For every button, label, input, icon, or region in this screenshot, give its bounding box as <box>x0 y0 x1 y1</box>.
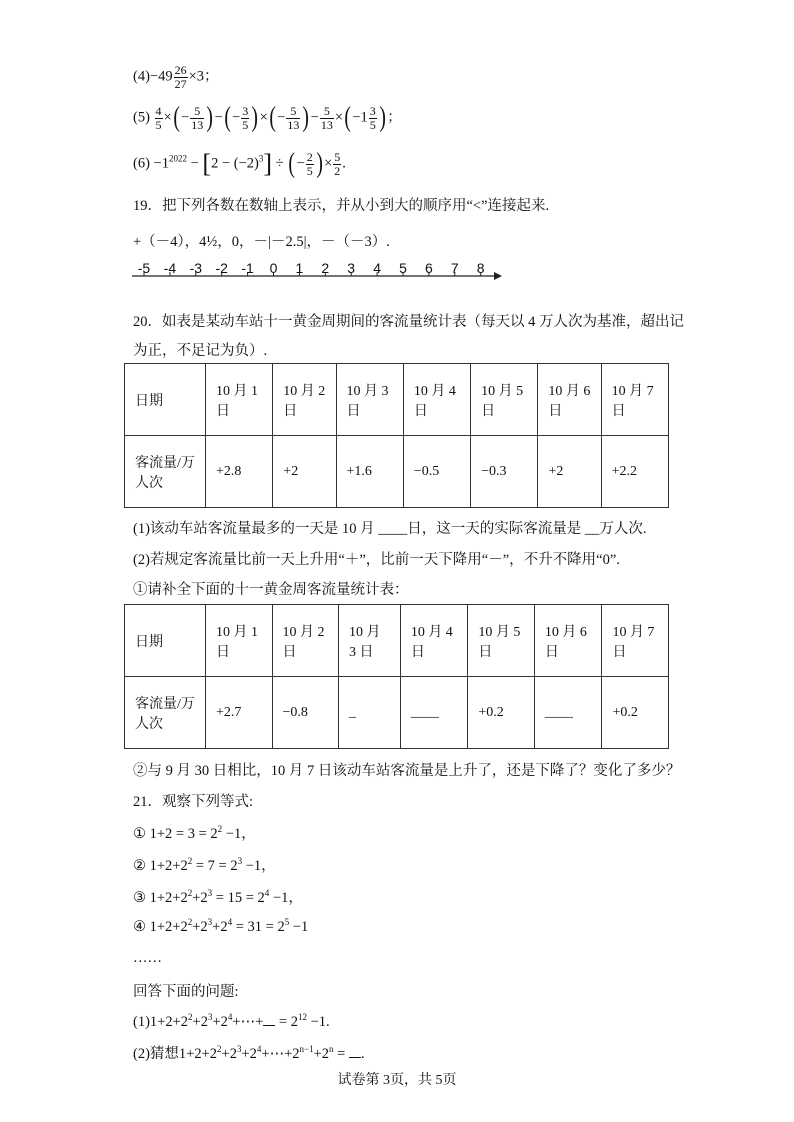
table1-day: 10 月 4 日 <box>403 364 470 436</box>
table1-value: −0.3 <box>471 436 538 508</box>
table1-day: 10 月 2 日 <box>273 364 336 436</box>
q21-eq-3: ③ $1+2+2^2+2^3 = 15 = 2^4 -1$， <box>133 888 303 906</box>
table2-value: −0.8 <box>272 677 339 749</box>
q21-sub2: (2)猜想$1+2+2^2+2^3+2^4+\cdots+2^{n-1}+2^n$ = . <box>133 1044 365 1062</box>
table1-day: 10 月 3 日 <box>336 364 403 436</box>
table1-row-label: 客流量/万人次 <box>125 436 206 508</box>
table2-header-label: 日期 <box>125 605 206 677</box>
axis-tick-label: 6 <box>425 262 433 276</box>
number-line <box>132 262 504 298</box>
table1-day: 10 月 7 日 <box>601 364 668 436</box>
axis-tick-label: 2 <box>321 262 330 276</box>
table2-row-label: 客流量/万人次 <box>125 677 206 749</box>
table2-value: ____ <box>400 677 468 749</box>
q19-numbers: +（－4），4½，0，－|－2.5|，－（－3）. <box>133 234 390 250</box>
axis-tick-label: 8 <box>476 262 485 276</box>
axis-tick-label: 5 <box>399 262 407 276</box>
axis-tick-label: 1 <box>295 262 304 276</box>
table1-value: +1.6 <box>336 436 403 508</box>
table2-value: _ <box>339 677 401 749</box>
problem-4-label: (4) <box>133 68 150 85</box>
table1-value: +2.8 <box>206 436 273 508</box>
axis-tick-label: -1 <box>241 262 254 276</box>
problem-6-label: (6) <box>133 155 150 172</box>
q20-title-line1: 20．如表是某动车站十一黄金周期间的客流量统计表（每天以 4 万人次为基准，超出记 <box>133 314 684 330</box>
q21-title: 21．观察下列等式: <box>133 794 254 810</box>
table2-day: 10 月 1 日 <box>206 605 273 677</box>
q21-eq-4: ④ $1+2+2^2+2^3+2^4 = 31 = 2^5 -1$ <box>133 917 309 935</box>
q20-sub1: (1)该动车站客流量最多的一天是 10 月 ____日，这一天的实际客流量是 __万人次. <box>133 521 647 537</box>
q21-dots: …… <box>133 950 162 966</box>
axis-tick-label: 7 <box>450 262 459 276</box>
table1-day: 10 月 1 日 <box>206 364 273 436</box>
axis-tick-label: 4 <box>373 262 381 276</box>
table2-day: 10 月 5 日 <box>468 605 535 677</box>
axis-tick-label: -2 <box>215 262 228 276</box>
q21-eq-2: ② $1+2+2^2 = 7 = 2^3 -1$， <box>133 856 276 874</box>
traffic-table-2 <box>124 604 669 749</box>
q20-sub2-2: ②与 9 月 30 日相比，10 月 7 日该动车站客流量是上升了，还是下降了？变化了多少？ <box>133 763 681 779</box>
table2-day: 10 月 4 日 <box>400 605 468 677</box>
q21-prompt: 回答下面的问题: <box>133 984 239 1000</box>
q19-title: 19．把下列各数在数轴上表示，并从小到大的顺序用“<”连接起来. <box>133 198 550 214</box>
axis-tick-label: 3 <box>347 262 356 276</box>
table2-value: +0.2 <box>602 677 669 749</box>
table2-day: 10 月 2 日 <box>272 605 339 677</box>
axis-tick-label: -4 <box>163 262 177 276</box>
problem-5: (5) $\frac{4}{5}$ ×(− $\frac{5}{13}$ )−(− $\frac{3}{5}$ )×(− $\frac{5}{13}$ )− $\frac{5}{13}$ ×(−1 $\frac{3}{5}$ )； <box>133 102 402 133</box>
axis-tick-label: -3 <box>189 262 203 276</box>
table1-value: +2.2 <box>601 436 668 508</box>
q20-sub2: (2)若规定客流量比前一天上升用“＋”，比前一天下降用“－”，不升不降用“0”. <box>133 552 620 568</box>
q21-eq-1: ① $1+2 = 3 = 2^2 -1$， <box>133 824 256 842</box>
table1-header-label: 日期 <box>125 364 206 436</box>
table1-value: −0.5 <box>403 436 470 508</box>
axis-tick-label: 0 <box>269 262 278 276</box>
q20-sub2-1: ①请补全下面的十一黄金周客流量统计表： <box>133 582 409 598</box>
table2-day: 10 月 6 日 <box>534 605 602 677</box>
table1-value: +2 <box>273 436 336 508</box>
problem-4: (4)−49 $\frac{26}{27}$ ×3； <box>133 63 219 91</box>
axis-tick-label: -5 <box>137 262 151 276</box>
table2-day: 10 月 7 日 <box>602 605 669 677</box>
table2-day: 10 月 3 日 <box>339 605 401 677</box>
q20-title-line2: 为正，不足记为负）. <box>133 343 268 359</box>
page-footer: 试卷第 3页，共 5页 <box>337 1073 457 1088</box>
fraction: $\frac{26}{27}$ <box>174 63 187 91</box>
traffic-table-1 <box>124 363 669 508</box>
problem-6: $(6) -1^{2022} - [2 - (-2)^3]$ ÷ (− $\frac{2}{5}$ )× $\frac{5}{2}$ . <box>133 148 346 179</box>
table2-value: +2.7 <box>206 677 273 749</box>
table1-day: 10 月 6 日 <box>538 364 601 436</box>
table2-value: ____ <box>534 677 602 749</box>
table2-value: +0.2 <box>468 677 535 749</box>
problem-5-label: (5) <box>133 109 150 126</box>
q21-sub1: $(1)1+2+2^2+2^3+2^4+\cdots+ = 2^{12} -1$. <box>133 1012 330 1030</box>
table1-day: 10 月 5 日 <box>471 364 538 436</box>
table1-value: +2 <box>538 436 601 508</box>
